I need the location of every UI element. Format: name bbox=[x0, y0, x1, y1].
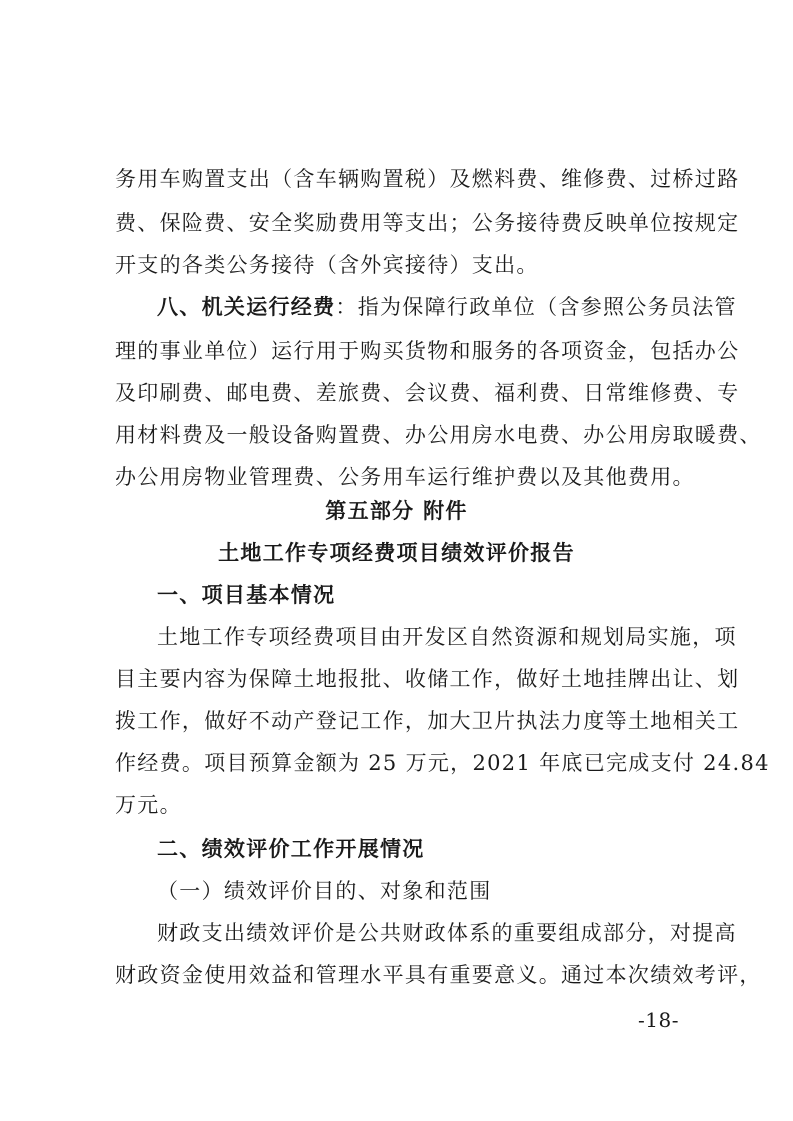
project-paragraph-line-4: 作经费。项目预算金额为 25 万元，2021 年底已完成支付 24.84 bbox=[115, 751, 770, 775]
report-title: 土地工作专项经费项目绩效评价报告 bbox=[218, 541, 575, 565]
heading-evaluation-work: 二、绩效评价工作开展情况 bbox=[157, 837, 425, 861]
project-paragraph-line-5: 万元。 bbox=[115, 793, 182, 817]
project-paragraph-line-2: 目主要内容为保障土地报批、收储工作，做好土地挂牌出让、划 bbox=[115, 667, 740, 691]
page-number: -18- bbox=[638, 1008, 679, 1032]
continuation-line-2: 费、保险费、安全奖励费用等支出；公务接待费反映单位按规定 bbox=[115, 211, 740, 235]
section-eight-line-5: 办公用房物业管理费、公务用车运行维护费以及其他费用。 bbox=[115, 465, 695, 489]
section-eight-line-3: 及印刷费、邮电费、差旅费、会议费、福利费、日常维修费、专 bbox=[115, 381, 740, 405]
continuation-line-3: 开支的各类公务接待（含外宾接待）支出。 bbox=[115, 253, 539, 277]
evaluation-paragraph-line-1: 财政支出绩效评价是公共财政体系的重要组成部分，对提高 bbox=[157, 921, 737, 945]
subheading-evaluation-purpose: （一）绩效评价目的、对象和范围 bbox=[157, 879, 492, 903]
section-eight-line-2: 理的事业单位）运行用于购买货物和服务的各项资金，包括办公 bbox=[115, 339, 740, 363]
project-paragraph-line-3: 拨工作，做好不动产登记工作，加大卫片执法力度等土地相关工 bbox=[115, 709, 740, 733]
evaluation-paragraph-line-2: 财政资金使用效益和管理水平具有重要意义。通过本次绩效考评， bbox=[115, 963, 762, 987]
part-title: 第五部分 附件 bbox=[325, 499, 468, 523]
section-eight-term: 八、机关运行经费 bbox=[157, 295, 336, 319]
section-eight-line-4: 用材料费及一般设备购置费、办公用房水电费、办公用房取暖费、 bbox=[115, 423, 762, 447]
project-paragraph-line-1: 土地工作专项经费项目由开发区自然资源和规划局实施，项 bbox=[157, 625, 737, 649]
section-eight-first-line bbox=[157, 292, 737, 322]
section-eight-definition-start: ：指为保障行政单位（含参照公务员法管 bbox=[335, 295, 737, 319]
heading-project-basic-info: 一、项目基本情况 bbox=[157, 583, 336, 607]
continuation-line-1: 务用车购置支出（含车辆购置税）及燃料费、维修费、过桥过路 bbox=[115, 167, 740, 191]
